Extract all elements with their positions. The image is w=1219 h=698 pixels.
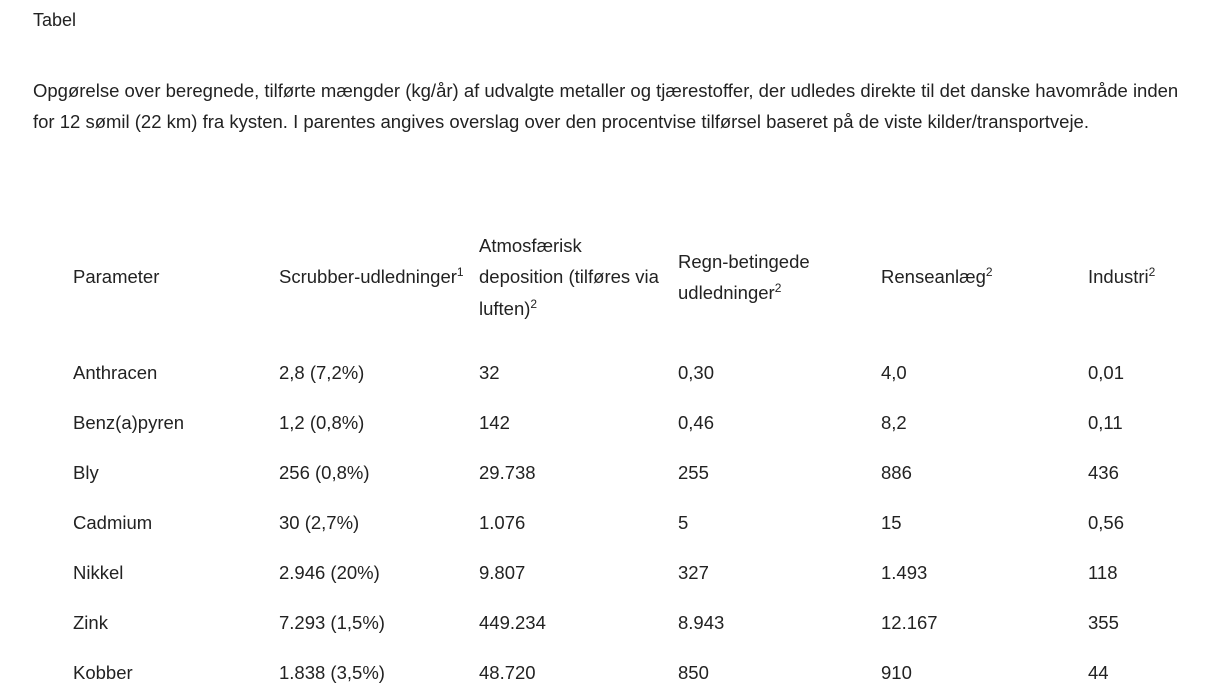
data-table — [60, 206, 1215, 698]
table-cell: Anthracen — [73, 362, 158, 383]
table-row — [60, 448, 1215, 498]
footnote-marker: 2 — [774, 281, 782, 295]
table-cell: 2.946 (20%) — [279, 562, 380, 583]
table-row — [60, 648, 1215, 698]
table-cell: 48.720 — [479, 662, 536, 683]
table-row — [60, 348, 1215, 398]
table-row — [60, 548, 1215, 598]
table-cell: 436 — [1088, 462, 1119, 483]
header-treatment-plants — [868, 206, 1075, 348]
table-cell: 5 — [678, 512, 689, 533]
footnote-marker: 1 — [456, 265, 464, 280]
header-label: Regn-betingede udledninger — [678, 250, 810, 303]
table-cell: Nikkel — [73, 562, 124, 583]
table-cell: Kobber — [73, 662, 133, 683]
table-cell: 29.738 — [479, 462, 536, 483]
table-cell: 118 — [1088, 562, 1118, 583]
table-cell: Benz(a)pyren — [73, 412, 185, 433]
table-cell: 850 — [678, 662, 709, 683]
table-cell: 142 — [479, 412, 510, 433]
table-cell: 1.076 — [479, 512, 526, 533]
header-atmospheric-deposition — [466, 206, 665, 348]
table-cell: Cadmium — [73, 512, 153, 533]
header-industry — [1075, 206, 1215, 348]
table-cell: 910 — [881, 662, 912, 683]
header-label: Parameter — [73, 266, 160, 288]
table-cell: 449.234 — [479, 612, 546, 633]
section-label: Tabel — [33, 10, 77, 30]
table-cell: 0,01 — [1088, 362, 1125, 383]
table-cell: 256 (0,8%) — [279, 462, 370, 483]
table-cell: 0,46 — [678, 412, 715, 433]
table-caption: Opgørelse over beregnede, tilførte mængder (kg/år) af udvalgte metaller og tjærestoffer, der udledes direkte til det danske havområde inden for 12 sømil (22 km) fra kysten. I parentes angives overslag over den procentvise tilførsel baseret på de viste kilder/transportveje. — [33, 80, 1179, 132]
table-row — [60, 498, 1215, 548]
table-cell: 0,11 — [1088, 412, 1123, 433]
table-cell: 4,0 — [881, 362, 907, 383]
table-cell: 327 — [678, 562, 709, 583]
header-rain-discharges — [665, 206, 868, 348]
header-label: Scrubber-udledninger — [279, 266, 457, 288]
table-header-row — [60, 206, 1215, 348]
table-cell: 355 — [1088, 612, 1119, 633]
table-cell: 44 — [1088, 662, 1109, 683]
table-cell: 1.838 (3,5%) — [279, 662, 385, 683]
table-cell: 255 — [678, 462, 709, 483]
header-parameter — [60, 206, 266, 348]
table-cell: 7.293 (1,5%) — [279, 612, 385, 633]
footnote-marker: 2 — [1148, 265, 1156, 280]
table-cell: 32 — [479, 362, 500, 383]
table-cell: 12.167 — [881, 612, 938, 633]
table-cell: 30 (2,7%) — [279, 512, 360, 533]
header-label: Atmosfærisk deposition (tilføres via luften) — [479, 234, 659, 319]
footnote-marker: 2 — [985, 265, 993, 280]
table-row — [60, 398, 1215, 448]
table-cell: 15 — [881, 512, 902, 533]
table-cell: 0,56 — [1088, 512, 1125, 533]
header-label: Industri — [1088, 266, 1149, 288]
table-row — [60, 598, 1215, 648]
footnote-marker: 2 — [530, 296, 538, 311]
header-scrubber — [266, 206, 466, 348]
table-cell: 2,8 (7,2%) — [279, 362, 365, 383]
table-cell: 8,2 — [881, 412, 907, 433]
table-cell: Zink — [73, 612, 108, 633]
table-cell: 1.493 — [881, 562, 928, 583]
table-cell: Bly — [73, 462, 99, 483]
table-cell: 8.943 — [678, 612, 725, 633]
table-cell: 886 — [881, 462, 912, 483]
table-cell: 1,2 (0,8%) — [279, 412, 365, 433]
table-cell: 9.807 — [479, 562, 526, 583]
header-label: Renseanlæg — [881, 266, 986, 288]
table-cell: 0,30 — [678, 362, 715, 383]
